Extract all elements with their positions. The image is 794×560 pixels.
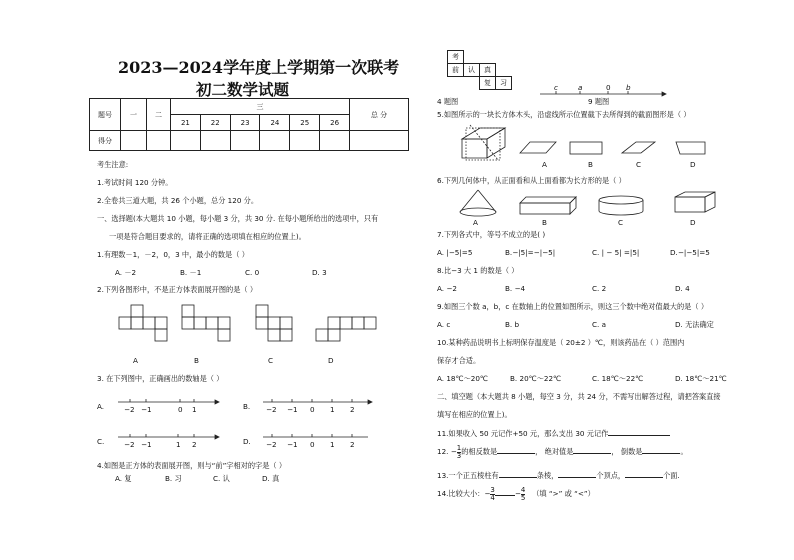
q14-denominator-1: 4 <box>490 493 495 502</box>
cube-face: 真 <box>479 63 496 77</box>
q5-label-c[interactable]: C <box>636 160 642 169</box>
q6-label-b[interactable]: B <box>542 218 547 227</box>
col-q26: 26 <box>320 115 350 131</box>
q9-letter-a: a <box>578 83 583 92</box>
q9-option-c[interactable]: C. a <box>592 320 606 329</box>
q8-option-b[interactable]: B. −4 <box>505 284 526 293</box>
q4-option-a[interactable]: A. 复 <box>115 474 132 483</box>
cube-face: 考 <box>447 50 464 64</box>
cube-face: 前 <box>447 63 464 77</box>
col-q21: 21 <box>171 115 201 131</box>
q3c-tick: −1 <box>141 440 152 449</box>
q9-option-b[interactable]: B. b <box>505 320 520 329</box>
q13-part-2: 个顶点， <box>596 471 626 480</box>
q10-option-a[interactable]: A. 18℃～20℃ <box>437 374 488 383</box>
col-q25: 25 <box>290 115 320 131</box>
q12-numerator: 1 <box>456 443 462 452</box>
q8-option-c[interactable]: C. 2 <box>592 284 607 293</box>
q13-part-1: 条棱， <box>536 471 559 480</box>
q2-label-d[interactable]: D <box>328 356 334 365</box>
q14-numerator-2: 4 <box>520 485 526 494</box>
q12-blank-3[interactable] <box>642 446 680 454</box>
q12-part-2: ， 绝对值是 <box>535 447 574 456</box>
col-q24: 24 <box>260 115 290 131</box>
note-2: 2.全卷共三道大题，共 26 个小题，总分 120 分。 <box>97 196 259 205</box>
q3b-tick: −1 <box>287 405 298 414</box>
section-2-heading-cont: 填写在相应的位置上)。 <box>437 410 512 419</box>
q7-option-c[interactable]: C. | − 5| =|5| <box>592 248 640 257</box>
q14-numerator-1: 3 <box>490 485 495 494</box>
q9-option-d[interactable]: D. 无法确定 <box>675 320 714 329</box>
q11-text <box>437 428 670 438</box>
q3-stem: 3. 在下列图中，正确画出的数轴是（ ） <box>97 374 224 383</box>
q10-stem: 10.某种药品说明书上标明保存温度是（ 20±2 ）℃，则该药品在（ ）范围内 <box>437 338 685 347</box>
q14-denominator-2: 5 <box>520 493 526 502</box>
q10-option-d[interactable]: D. 18℃～21℃ <box>675 374 727 383</box>
section-2-heading: 二、填空题（本大题共 8 小题，每空 3 分，共 24 分，不需写出解答过程，请把答案直接 <box>437 392 721 401</box>
q3a-tick: −2 <box>124 405 135 414</box>
col-section-2: 二 <box>147 99 171 131</box>
q3-option-d[interactable]: D. <box>243 437 251 446</box>
q3b-tick: −2 <box>266 405 277 414</box>
q5-label-b[interactable]: B <box>588 160 593 169</box>
row-label-score: 得分 <box>90 131 121 151</box>
q12-part-3: ， 倒数是 <box>611 447 643 456</box>
q12-blank-1[interactable] <box>497 446 535 454</box>
q13-blank-2[interactable] <box>558 470 596 478</box>
note-1: 1.考试时间 120 分钟。 <box>97 178 173 187</box>
col-section-1: 一 <box>121 99 147 131</box>
row-label-question: 题号 <box>90 99 121 131</box>
q3d-tick: 1 <box>330 440 335 449</box>
q9-letter-b: b <box>626 83 631 92</box>
q6-label-d[interactable]: D <box>690 218 696 227</box>
q3-option-c[interactable]: C. <box>97 437 105 446</box>
q5-label-a[interactable]: A <box>542 160 547 169</box>
q3b-tick: 0 <box>310 405 315 414</box>
q7-option-d[interactable]: D.−|−5|=5 <box>670 248 710 257</box>
q3c-tick: 2 <box>192 440 197 449</box>
q10-option-b[interactable]: B. 20℃～22℃ <box>510 374 562 383</box>
q3d-tick: 2 <box>350 440 355 449</box>
q11-answer-blank[interactable] <box>608 428 670 436</box>
q1-option-a[interactable]: A. －2 <box>115 268 137 277</box>
q4-stem: 4.如图是正方体的表面展开图，则与“前”字相对的字是（ ） <box>97 461 287 470</box>
q12-prefix: 12. − <box>437 447 457 456</box>
q8-option-a[interactable]: A. −2 <box>437 284 457 293</box>
q12-denominator: 3 <box>456 451 462 460</box>
q14-mid: − <box>514 489 521 498</box>
exam-subtitle: 初二数学试题 <box>196 80 290 99</box>
q6-stem: 6.下列几何体中，从正面看和从上面看都为长方形的是（ ） <box>437 176 626 185</box>
q6-label-a[interactable]: A <box>473 218 478 227</box>
q12-text <box>437 443 688 461</box>
q3c-tick: 1 <box>176 440 181 449</box>
q3-option-b[interactable]: B. <box>243 402 251 411</box>
q11-stem: 11.如果收入 50 元记作+50 元，那么支出 30 元记作 <box>437 429 609 438</box>
q7-option-b[interactable]: B.−|5|=−|−5| <box>505 248 556 257</box>
q14-answer-blank[interactable] <box>495 488 515 496</box>
q3c-tick: −2 <box>124 440 135 449</box>
q14-prefix: 14.比较大小：− <box>437 489 491 498</box>
q12-end: 。 <box>680 447 688 456</box>
q3b-tick: 2 <box>350 405 355 414</box>
q13-blank-3[interactable] <box>625 470 663 478</box>
q10-option-c[interactable]: C. 18℃～22℃ <box>592 374 644 383</box>
q9-stem: 9.如图三个数 a，b，c 在数轴上的位置如图所示，则这三个数中绝对值最大的是（ ） <box>437 302 709 311</box>
col-total: 总 分 <box>350 99 409 131</box>
col-q22: 22 <box>200 115 230 131</box>
cube-face: 认 <box>463 63 480 77</box>
q2-stem: 2.下列各图形中，不是正方体表面展开图的是（ ） <box>97 285 258 294</box>
q9-letter-zero: 0 <box>606 83 611 92</box>
section-1-heading-cont: 一项是符合题目要求的，请将正确的选项填在相应的位置上)。 <box>109 232 306 241</box>
q4-figure-label: 4 题图 <box>437 97 459 106</box>
q5-label-d[interactable]: D <box>690 160 696 169</box>
q3a-tick: −1 <box>141 405 152 414</box>
q7-option-a[interactable]: A. |−5|=5 <box>437 248 473 257</box>
q1-option-c[interactable]: C. 0 <box>245 268 260 277</box>
q8-option-d[interactable]: D. 4 <box>675 284 690 293</box>
notes-heading: 考生注意: <box>97 160 129 169</box>
q5-stem: 5.如图所示的一块长方体木头，沿虚线所示位置截下去所得到的截面图形是（ ） <box>437 110 691 119</box>
q14-text <box>437 484 595 504</box>
q4-option-d[interactable]: D. 真 <box>262 474 280 483</box>
exam-title: 2023—2024学年度上学期第一次联考 <box>118 58 400 77</box>
cube-face: 习 <box>495 76 512 90</box>
q3a-tick: 0 <box>178 405 183 414</box>
q1-option-d[interactable]: D. 3 <box>312 268 327 277</box>
q3a-tick: 1 <box>192 405 197 414</box>
q8-stem: 8.比−3 大 1 的数是（ ） <box>437 266 519 275</box>
q2-label-c[interactable]: C <box>268 356 274 365</box>
q9-figure-label: 9 题图 <box>588 97 610 106</box>
q9-option-a[interactable]: A. c <box>437 320 451 329</box>
col-section-3: 三 <box>171 99 350 115</box>
q14-fraction-2 <box>521 487 525 502</box>
q10-stem-cont: 保存才合适。 <box>437 356 481 365</box>
q1-stem: 1.有理数－1，－2，0，3 中，最小的数是（ ） <box>97 250 249 259</box>
q3b-tick: 1 <box>330 405 335 414</box>
q6-label-c[interactable]: C <box>618 218 624 227</box>
q3d-tick: 0 <box>310 440 315 449</box>
q7-stem: 7.下列各式中，等号不成立的是( ) <box>437 230 546 239</box>
section-1-heading: 一、选择题(本大题共 10 小题，每小题 3 分，共 30 分. 在每小题所给出的选项中，只有 <box>97 214 379 223</box>
q1-option-b[interactable]: B. －1 <box>180 268 202 277</box>
col-q23: 23 <box>230 115 260 131</box>
q13-text <box>437 470 680 480</box>
q2-label-a[interactable]: A <box>133 356 138 365</box>
q3d-tick: −1 <box>287 440 298 449</box>
q3d-tick: −2 <box>266 440 277 449</box>
q2-label-b[interactable]: B <box>194 356 199 365</box>
q14-tail: （填 “>” 或 “<”） <box>532 489 595 498</box>
q3-option-a[interactable]: A. <box>97 402 105 411</box>
q13-part-3: 个面. <box>663 471 680 480</box>
q4-option-b[interactable]: B. 习 <box>165 474 182 483</box>
q12-blank-2[interactable] <box>573 446 611 454</box>
q4-option-c[interactable]: C. 认 <box>213 474 230 483</box>
q13-blank-1[interactable] <box>499 470 537 478</box>
q9-letter-c: c <box>554 83 558 92</box>
q12-part-1: 的相反数是 <box>461 447 498 456</box>
cube-face: 复 <box>479 76 496 90</box>
q13-part-0: 13.一个正五棱柱有 <box>437 471 499 480</box>
